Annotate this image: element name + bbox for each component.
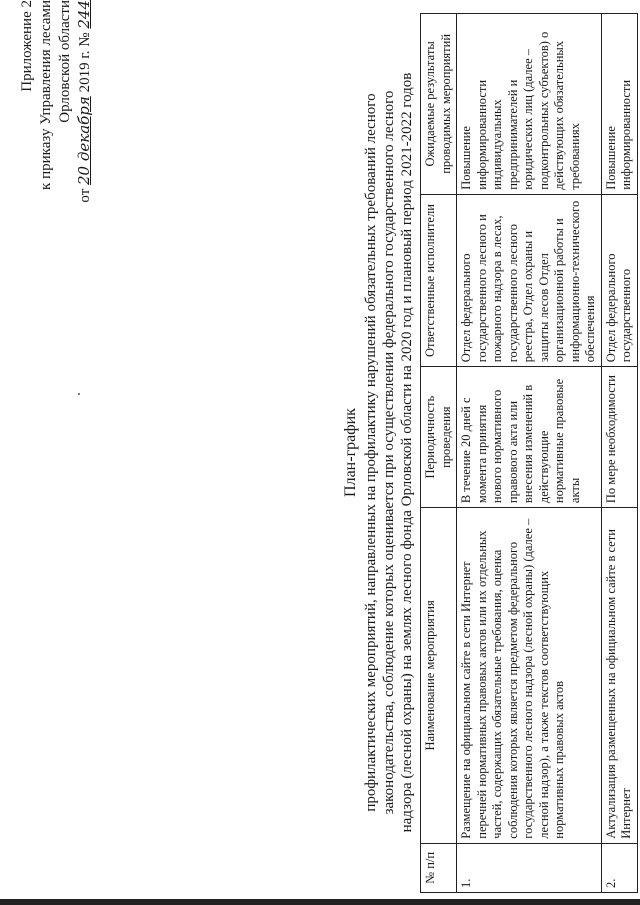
scan-edge	[0, 899, 640, 905]
title-line-2: законодательства, соблюдение которых оценивается при осуществлении федерального государственного лесного	[381, 90, 397, 815]
table-row	[457, 14, 602, 893]
row-2-period: По мере необходимости	[601, 367, 637, 508]
approval-number-sign: №	[77, 32, 93, 47]
row-2-num: 2.	[601, 843, 637, 892]
row-1-executors: Отдел федерального государственного лесного и пожарного надзора в лесах, государственного лесного реестра, Отдел охраны и защиты лесов Отдел организационной работы и информационно-технического обеспечения	[457, 194, 602, 367]
approval-from: от	[77, 188, 93, 203]
approval-date-handwritten: 20 декабря	[75, 96, 93, 185]
header-num: № п/п	[421, 843, 457, 892]
scan-speck	[78, 393, 80, 395]
approval-block	[18, 0, 95, 230]
header-name: Наименование мероприятия	[421, 508, 457, 844]
row-1-period: В течение 20 дней с момента принятия нового нормативного правового акта или внесения изменений в действующие нормативные правовые акты	[457, 367, 602, 508]
approval-line-3: Орловской области	[57, 0, 73, 123]
row-2-executors: Отдел федерального государственного	[601, 194, 637, 367]
table-row	[601, 14, 637, 893]
header-executors: Ответственные исполнители	[421, 194, 457, 367]
plan-table	[420, 13, 638, 893]
row-2-name: Актуализация размещенных на официальном сайте в сети Интернет	[601, 508, 637, 844]
row-1-num: 1.	[457, 843, 602, 892]
header-period: Периодичность проведения	[421, 367, 457, 508]
document-title: План-график	[342, 408, 359, 497]
approval-line-2: к приказу Управления лесами	[38, 0, 54, 190]
approval-number-handwritten: 244	[75, 0, 93, 29]
table-header-row	[421, 14, 457, 893]
approval-line-4	[75, 0, 95, 230]
header-results: Ожидаемые результаты проводимых мероприятий	[421, 14, 457, 195]
title-line-3: надзора (лесной охраны) на землях лесного фонда Орловской области на 2020 год и плановый период 2021-2022 годов	[399, 72, 415, 833]
row-2-results: Повышение информированности	[601, 14, 637, 195]
approval-line-1: Приложение 2	[19, 0, 35, 92]
title-line-1: профилактических мероприятий, направленных на профилактику нарушений обязательных требований лесного	[363, 93, 379, 812]
row-1-results: Повышение информированности индивидуальных предпринимателей и юридических лиц (далее – подконтрольных субъектов) о действующих обязательных требованиях	[457, 14, 602, 195]
approval-year: 2019 г.	[77, 50, 93, 93]
row-1-name: Размещение на официальном сайте в сети Интернет перечней нормативных правовых актов или их отдельных частей, содержащих обязательные требования, оценка соблюдения которых является предметом федерального государственного лесного надзора (лесной охраны) (далее – лесной надзор), а также текстов соответствующих нормативных правовых актов	[457, 508, 602, 844]
